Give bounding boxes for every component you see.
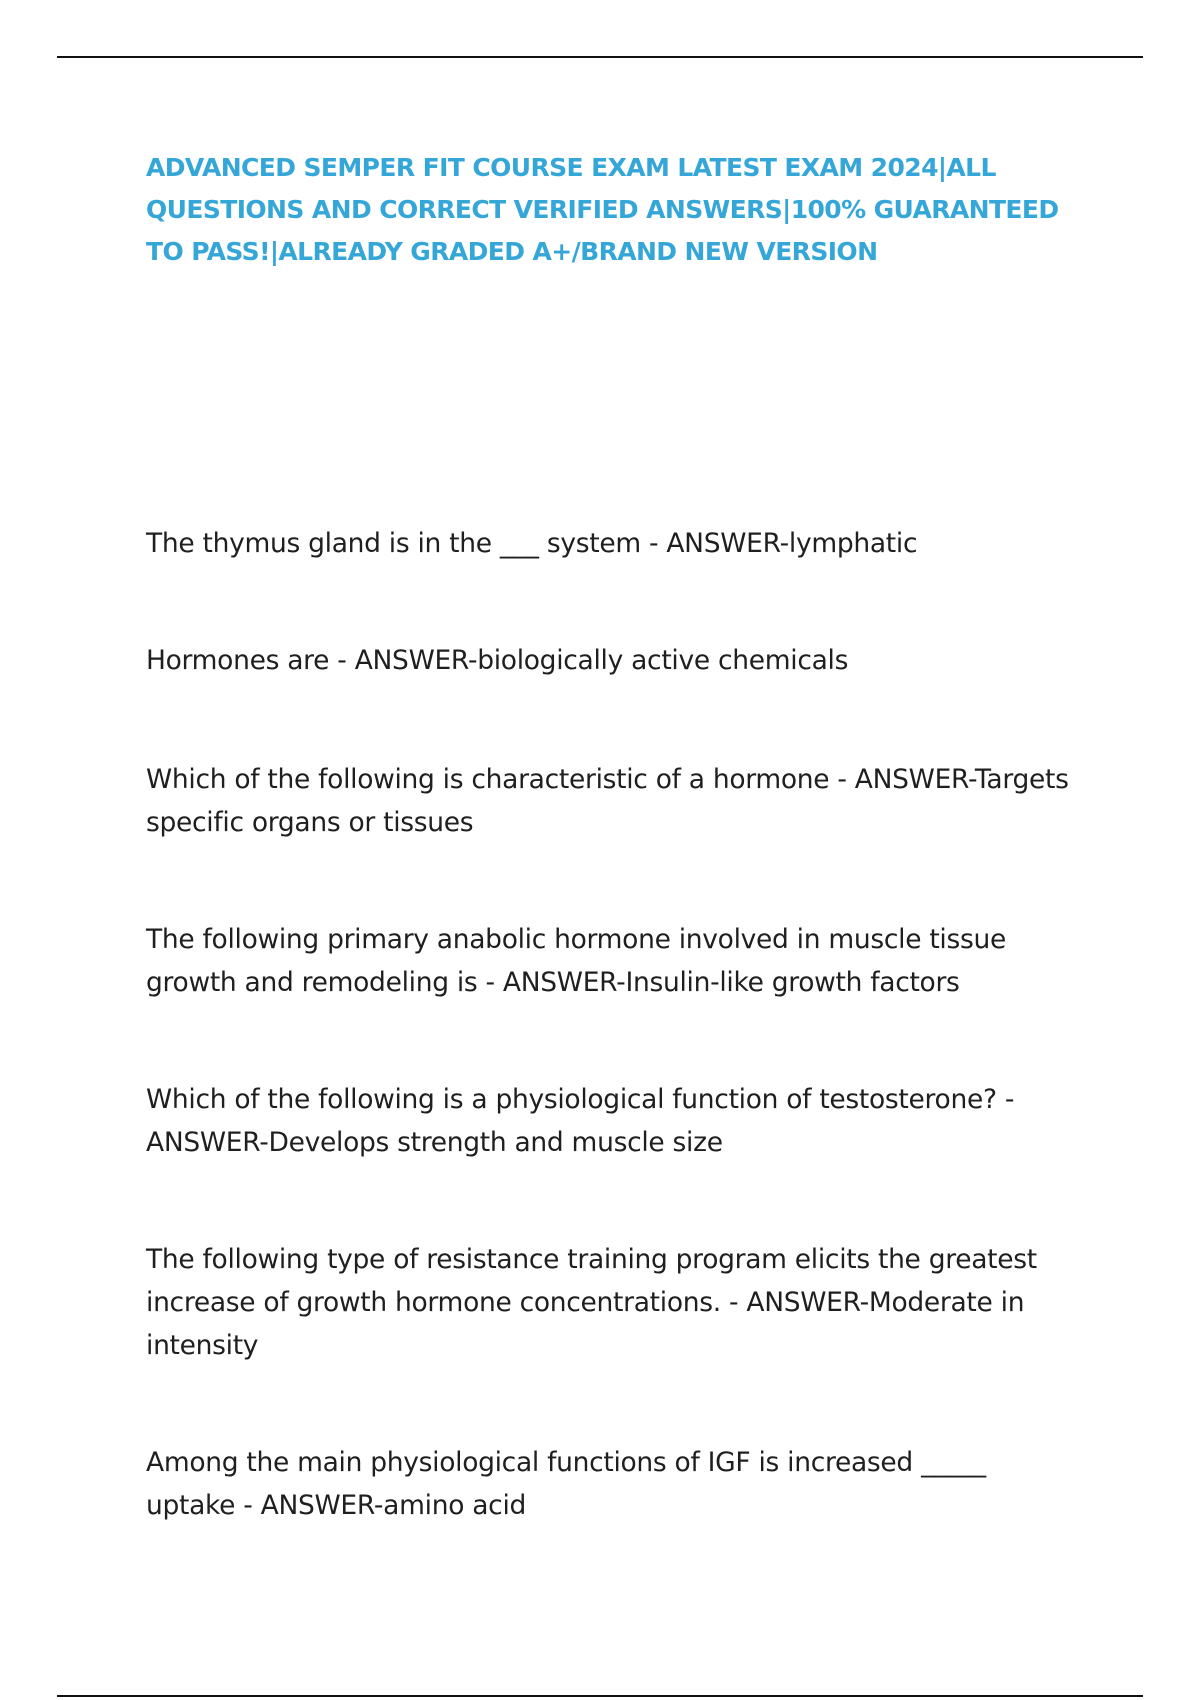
qa-item-6: The following type of resistance training program elicits the greatest increase of growth hormone concentrations. - ANSWER-Moderate in intensity bbox=[146, 1244, 1037, 1361]
qa-item-4: The following primary anabolic hormone involved in muscle tissue growth and remodeling is - ANSWER-Insulin-like growth factors bbox=[146, 924, 1006, 998]
top-divider bbox=[57, 56, 1143, 58]
qa-item-2: Hormones are - ANSWER-biologically active chemicals bbox=[146, 645, 849, 676]
document-title: ADVANCED SEMPER FIT COURSE EXAM LATEST EXAM 2024|ALL QUESTIONS AND CORRECT VERIFIED ANSWERS|100% GUARANTEED TO PASS!|ALREADY GRADED A+/BRAND NEW VERSION bbox=[146, 153, 1059, 266]
qa-item-5: Which of the following is a physiological function of testosterone? - ANSWER-Develops strength and muscle size bbox=[146, 1084, 1015, 1158]
qa-item-1: The thymus gland is in the ___ system - ANSWER-lymphatic bbox=[146, 528, 918, 559]
qa-item-3: Which of the following is characteristic of a hormone - ANSWER-Targets specific organs or tissues bbox=[146, 764, 1069, 838]
qa-item-7: Among the main physiological functions of IGF is increased _____ uptake - ANSWER-amino acid bbox=[146, 1447, 986, 1521]
bottom-divider bbox=[57, 1695, 1143, 1697]
